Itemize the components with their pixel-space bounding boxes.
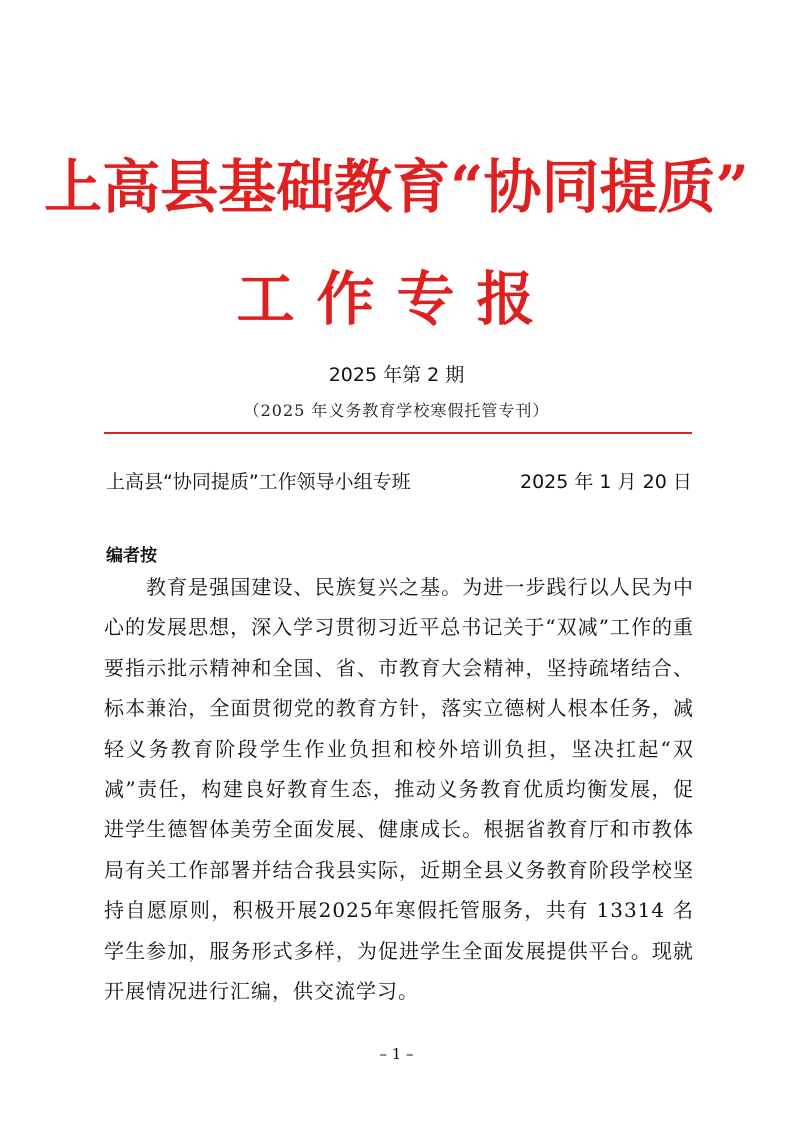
issuing-department: 上高县“协同提质”工作领导小组专班 (106, 471, 411, 493)
page-number: – 1 – (379, 1045, 414, 1063)
editor-note-paragraph: 教育是强国建设、民族复兴之基。为进一步践行以人民为中心的发展思想，深入学习贯彻习近平总书记关于“双减”工作的重要指示批示精神和全国、省、市教育大会精神，坚持疏堵结合、标本兼治，全面贯彻党的教育方针，落实立德树人根本任务，减轻义务教育阶段学生作业负担和校外培训负担，坚决扛起“双减”责任，构建良好教育生态，推动义务教育优质均衡发展，促进学生德智体美劳全面发展、健康成长。根据省教育厅和市教体局有关工作部署并结合我县实际，近期全县义务教育阶段学校坚持自愿原则，积极开展2025年寒假托管服务，共有 13314 名学生参加，服务形式多样，为促进学生全面发展提供平台。现就开展情况进行汇编，供交流学习。 (104, 575, 694, 1004)
issue-subtitle: （2025 年义务教育学校寒假托管专刊） (243, 401, 550, 420)
issue-number: 2025 年第 2 期 (328, 364, 465, 386)
report-title-line2: 工作专报 (236, 265, 557, 333)
report-title-line1: 上高县基础教育“协同提质” (44, 153, 749, 221)
editor-note-label: 编者按 (106, 546, 157, 566)
issue-date: 2025 年 1 月 20 日 (520, 471, 692, 493)
header-divider (104, 432, 692, 434)
